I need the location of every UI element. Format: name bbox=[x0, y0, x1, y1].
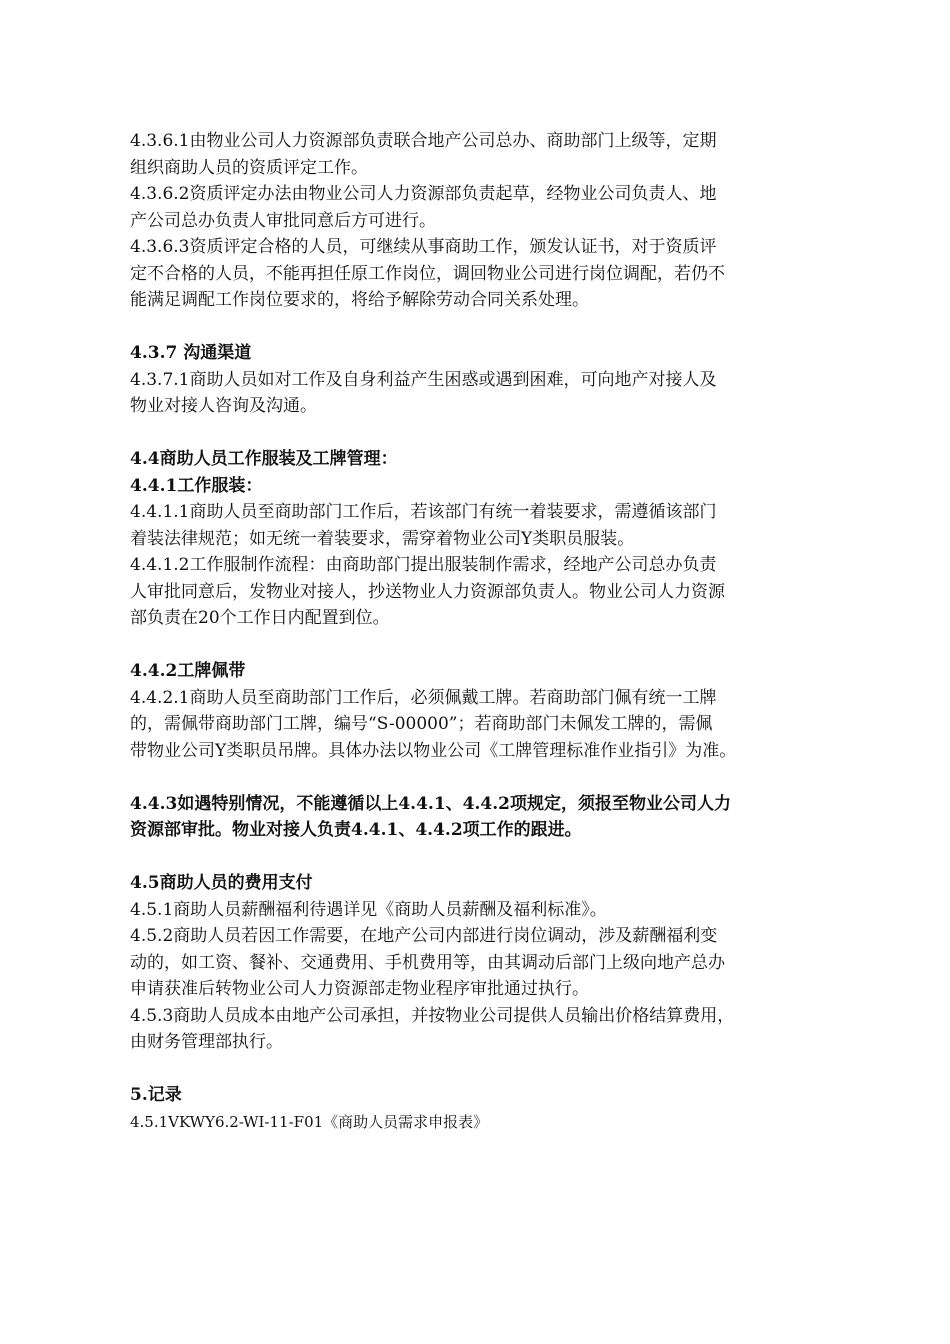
spacer bbox=[130, 420, 820, 447]
spacer bbox=[130, 764, 820, 791]
text-line: 4.4.2.1商助人员至商助部门工作后，必须佩戴工牌。若商助部门佩有统一工牌 bbox=[130, 687, 717, 708]
heading-4-4-2 bbox=[130, 658, 820, 685]
spacer bbox=[130, 1056, 820, 1083]
clause-4-4-1-2 bbox=[130, 552, 820, 632]
clause-4-4-3 bbox=[130, 791, 820, 844]
text-line: 申请获准后转物业公司人力资源部走物业程序审批通过执行。 bbox=[130, 979, 589, 999]
section-heading: 4.3.7 沟通渠道 bbox=[130, 343, 252, 363]
text-line: 由财务管理部执行。 bbox=[130, 1032, 283, 1052]
heading-4-4 bbox=[130, 446, 820, 473]
clause-4-4-1-1 bbox=[130, 499, 820, 552]
clause-4-5-3 bbox=[130, 1003, 820, 1056]
clause-4-3-6-1 bbox=[130, 128, 820, 181]
text-line: 4.4.1.1商助人员至商助部门工作后，若该部门有统一着装要求，需遵循该部门 bbox=[130, 502, 717, 522]
section-heading: 4.4.2工牌佩带 bbox=[130, 661, 246, 681]
text-line: 物业对接人咨询及沟通。 bbox=[130, 396, 317, 416]
text-line: 定不合格的人员，不能再担任原工作岗位，调回物业公司进行岗位调配，若仍不 bbox=[130, 263, 725, 284]
text-line: 4.3.6.3资质评定合格的人员，可继续从事商助工作，颁发认证书，对于资质评 bbox=[130, 237, 717, 257]
spacer bbox=[130, 314, 820, 341]
clause-4-3-6-2 bbox=[130, 181, 820, 234]
clause-4-3-7-1 bbox=[130, 367, 820, 420]
text-line: 4.3.6.1由物业公司人力资源部负责联合地产公司总办、商助部门上级等，定期 bbox=[130, 131, 717, 151]
text-line: 4.4.1.2工作服制作流程：由商助部门提出服装制作需求，经地产公司总办负责 bbox=[130, 555, 717, 575]
clause-4-3-6-3 bbox=[130, 234, 820, 314]
section-heading: 5.记录 bbox=[130, 1085, 182, 1105]
section-heading: 4.5商助人员的费用支付 bbox=[130, 873, 313, 893]
record-4-5-1 bbox=[130, 1109, 820, 1136]
text-line: 动的，如工资、餐补、交通费用、手机费用等，由其调动后部门上级向地产总办 bbox=[130, 952, 725, 973]
text-line: 带物业公司Y类职员吊牌。具体办法以物业公司《工牌管理标准作业指引》为准。 bbox=[130, 740, 737, 761]
text-line: 4.3.6.2资质评定办法由物业公司人力资源部负责起草，经物业公司负责人、地 bbox=[130, 184, 717, 204]
section-heading: 4.4商助人员工作服装及工牌管理： bbox=[130, 449, 398, 469]
text-line: 的，需佩带商助部门工牌，编号“S-00000”；若商助部门未佩发工牌的，需佩 bbox=[130, 714, 713, 734]
heading-4-5 bbox=[130, 870, 820, 897]
text-line: 4.5.3商助人员成本由地产公司承担，并按物业公司提供人员输出价格结算费用， bbox=[130, 1005, 735, 1026]
text-line: 4.4.3如遇特别情况，不能遵循以上4.4.1、4.4.2项规定，须报至物业公司人力 bbox=[130, 793, 731, 814]
spacer bbox=[130, 844, 820, 871]
text-line: 着装法律规范；如无统一着装要求，需穿着物业公司Y类职员服装。 bbox=[130, 528, 635, 549]
clause-4-5-1 bbox=[130, 897, 820, 924]
text-line: 4.5.2商助人员若因工作需要，在地产公司内部进行岗位调动，涉及薪酬福利变 bbox=[130, 926, 718, 946]
text-line: 4.5.1商助人员薪酬福利待遇详见《商助人员薪酬及福利标准》。 bbox=[130, 899, 607, 920]
text-line: 能满足调配工作岗位要求的，将给予解除劳动合同关系处理。 bbox=[130, 290, 589, 310]
text-line: 人审批同意后，发物业对接人，抄送物业人力资源部负责人。物业公司人力资源 bbox=[130, 581, 725, 602]
text-line: 部负责在20个工作日内配置到位。 bbox=[130, 608, 390, 628]
clause-4-4-2-1 bbox=[130, 685, 820, 765]
clause-4-5-2 bbox=[130, 923, 820, 1003]
text-line: 4.3.7.1商助人员如对工作及自身利益产生困惑或遇到困难，可向地产对接人及 bbox=[130, 369, 717, 390]
section-heading: 4.4.1工作服装： bbox=[130, 475, 263, 496]
heading-5 bbox=[130, 1082, 820, 1109]
heading-4-4-1 bbox=[130, 473, 820, 500]
spacer bbox=[130, 632, 820, 659]
text-line: 产公司总办负责人审批同意后方可进行。 bbox=[130, 210, 436, 231]
text-line: 资源部审批。物业对接人负责4.4.1、4.4.2项工作的跟进。 bbox=[130, 820, 582, 840]
heading-4-3-7 bbox=[130, 340, 820, 367]
text-line: 4.5.1VKWY6.2-WI-11-F01《商助人员需求申报表》 bbox=[130, 1112, 489, 1131]
text-line: 组织商助人员的资质评定工作。 bbox=[130, 157, 368, 178]
document-page bbox=[130, 128, 820, 1135]
